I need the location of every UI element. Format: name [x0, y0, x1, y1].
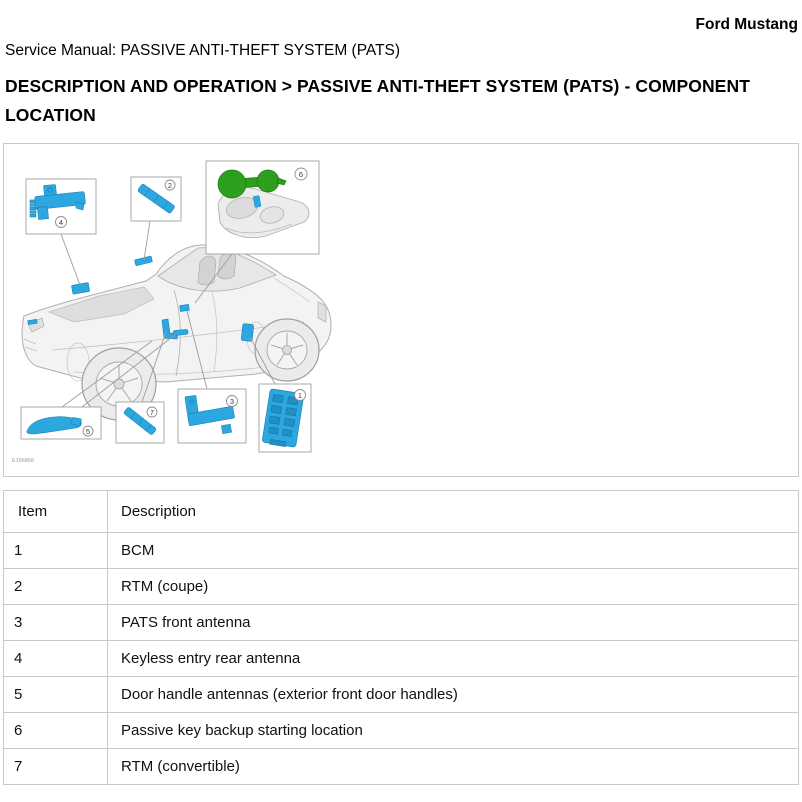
description-cell: Keyless entry rear antenna	[108, 641, 799, 677]
table-row	[4, 533, 799, 569]
table-row	[4, 605, 799, 641]
description-cell: Passive key backup starting location	[108, 713, 799, 749]
item-cell: 1	[4, 533, 108, 569]
rear-wheel	[255, 319, 319, 381]
table-row	[4, 677, 799, 713]
brand-title: Ford Mustang	[695, 16, 798, 33]
pats-diagram	[4, 144, 798, 476]
callout-number: 2	[167, 180, 173, 190]
callout-number: 6	[298, 169, 304, 179]
item-cell: 3	[4, 605, 108, 641]
item-cell: 4	[4, 641, 108, 677]
description-cell: Door handle antennas (exterior front door handles)	[108, 677, 799, 713]
callout-box-2	[131, 177, 181, 221]
callout-box-4	[26, 179, 96, 234]
description-cell: RTM (convertible)	[108, 749, 799, 785]
description-cell: BCM	[108, 533, 799, 569]
item-cell: 7	[4, 749, 108, 785]
table-row	[4, 569, 799, 605]
col-header-item: Item	[4, 491, 108, 533]
item-cell: 6	[4, 713, 108, 749]
figure-watermark: E166866	[12, 458, 35, 464]
callout-box-3	[178, 389, 246, 443]
page-title: DESCRIPTION AND OPERATION > PASSIVE ANTI-THEFT SYSTEM (PATS) - COMPONENT LOCATION	[5, 76, 750, 125]
table-row	[4, 641, 799, 677]
callout-box-1	[259, 384, 311, 452]
callout-box-5	[21, 407, 101, 439]
table-row	[4, 713, 799, 749]
callout-number: 1	[297, 390, 303, 400]
callout-number: 7	[149, 407, 155, 417]
description-cell: RTM (coupe)	[108, 569, 799, 605]
callout-number: 4	[58, 217, 64, 227]
component-location-figure	[3, 143, 799, 477]
callout-box-7	[116, 402, 164, 443]
col-header-description: Description	[108, 491, 799, 533]
item-cell: 2	[4, 569, 108, 605]
callout-number: 5	[85, 426, 91, 436]
table-header-row	[4, 491, 799, 533]
service-manual-line: Service Manual: PASSIVE ANTI-THEFT SYSTEM (PATS)	[5, 42, 401, 59]
component-table	[3, 490, 799, 785]
description-cell: PATS front antenna	[108, 605, 799, 641]
table-row	[4, 749, 799, 785]
callout-number: 3	[229, 396, 235, 406]
callout-box-6	[206, 161, 319, 254]
item-cell: 5	[4, 677, 108, 713]
